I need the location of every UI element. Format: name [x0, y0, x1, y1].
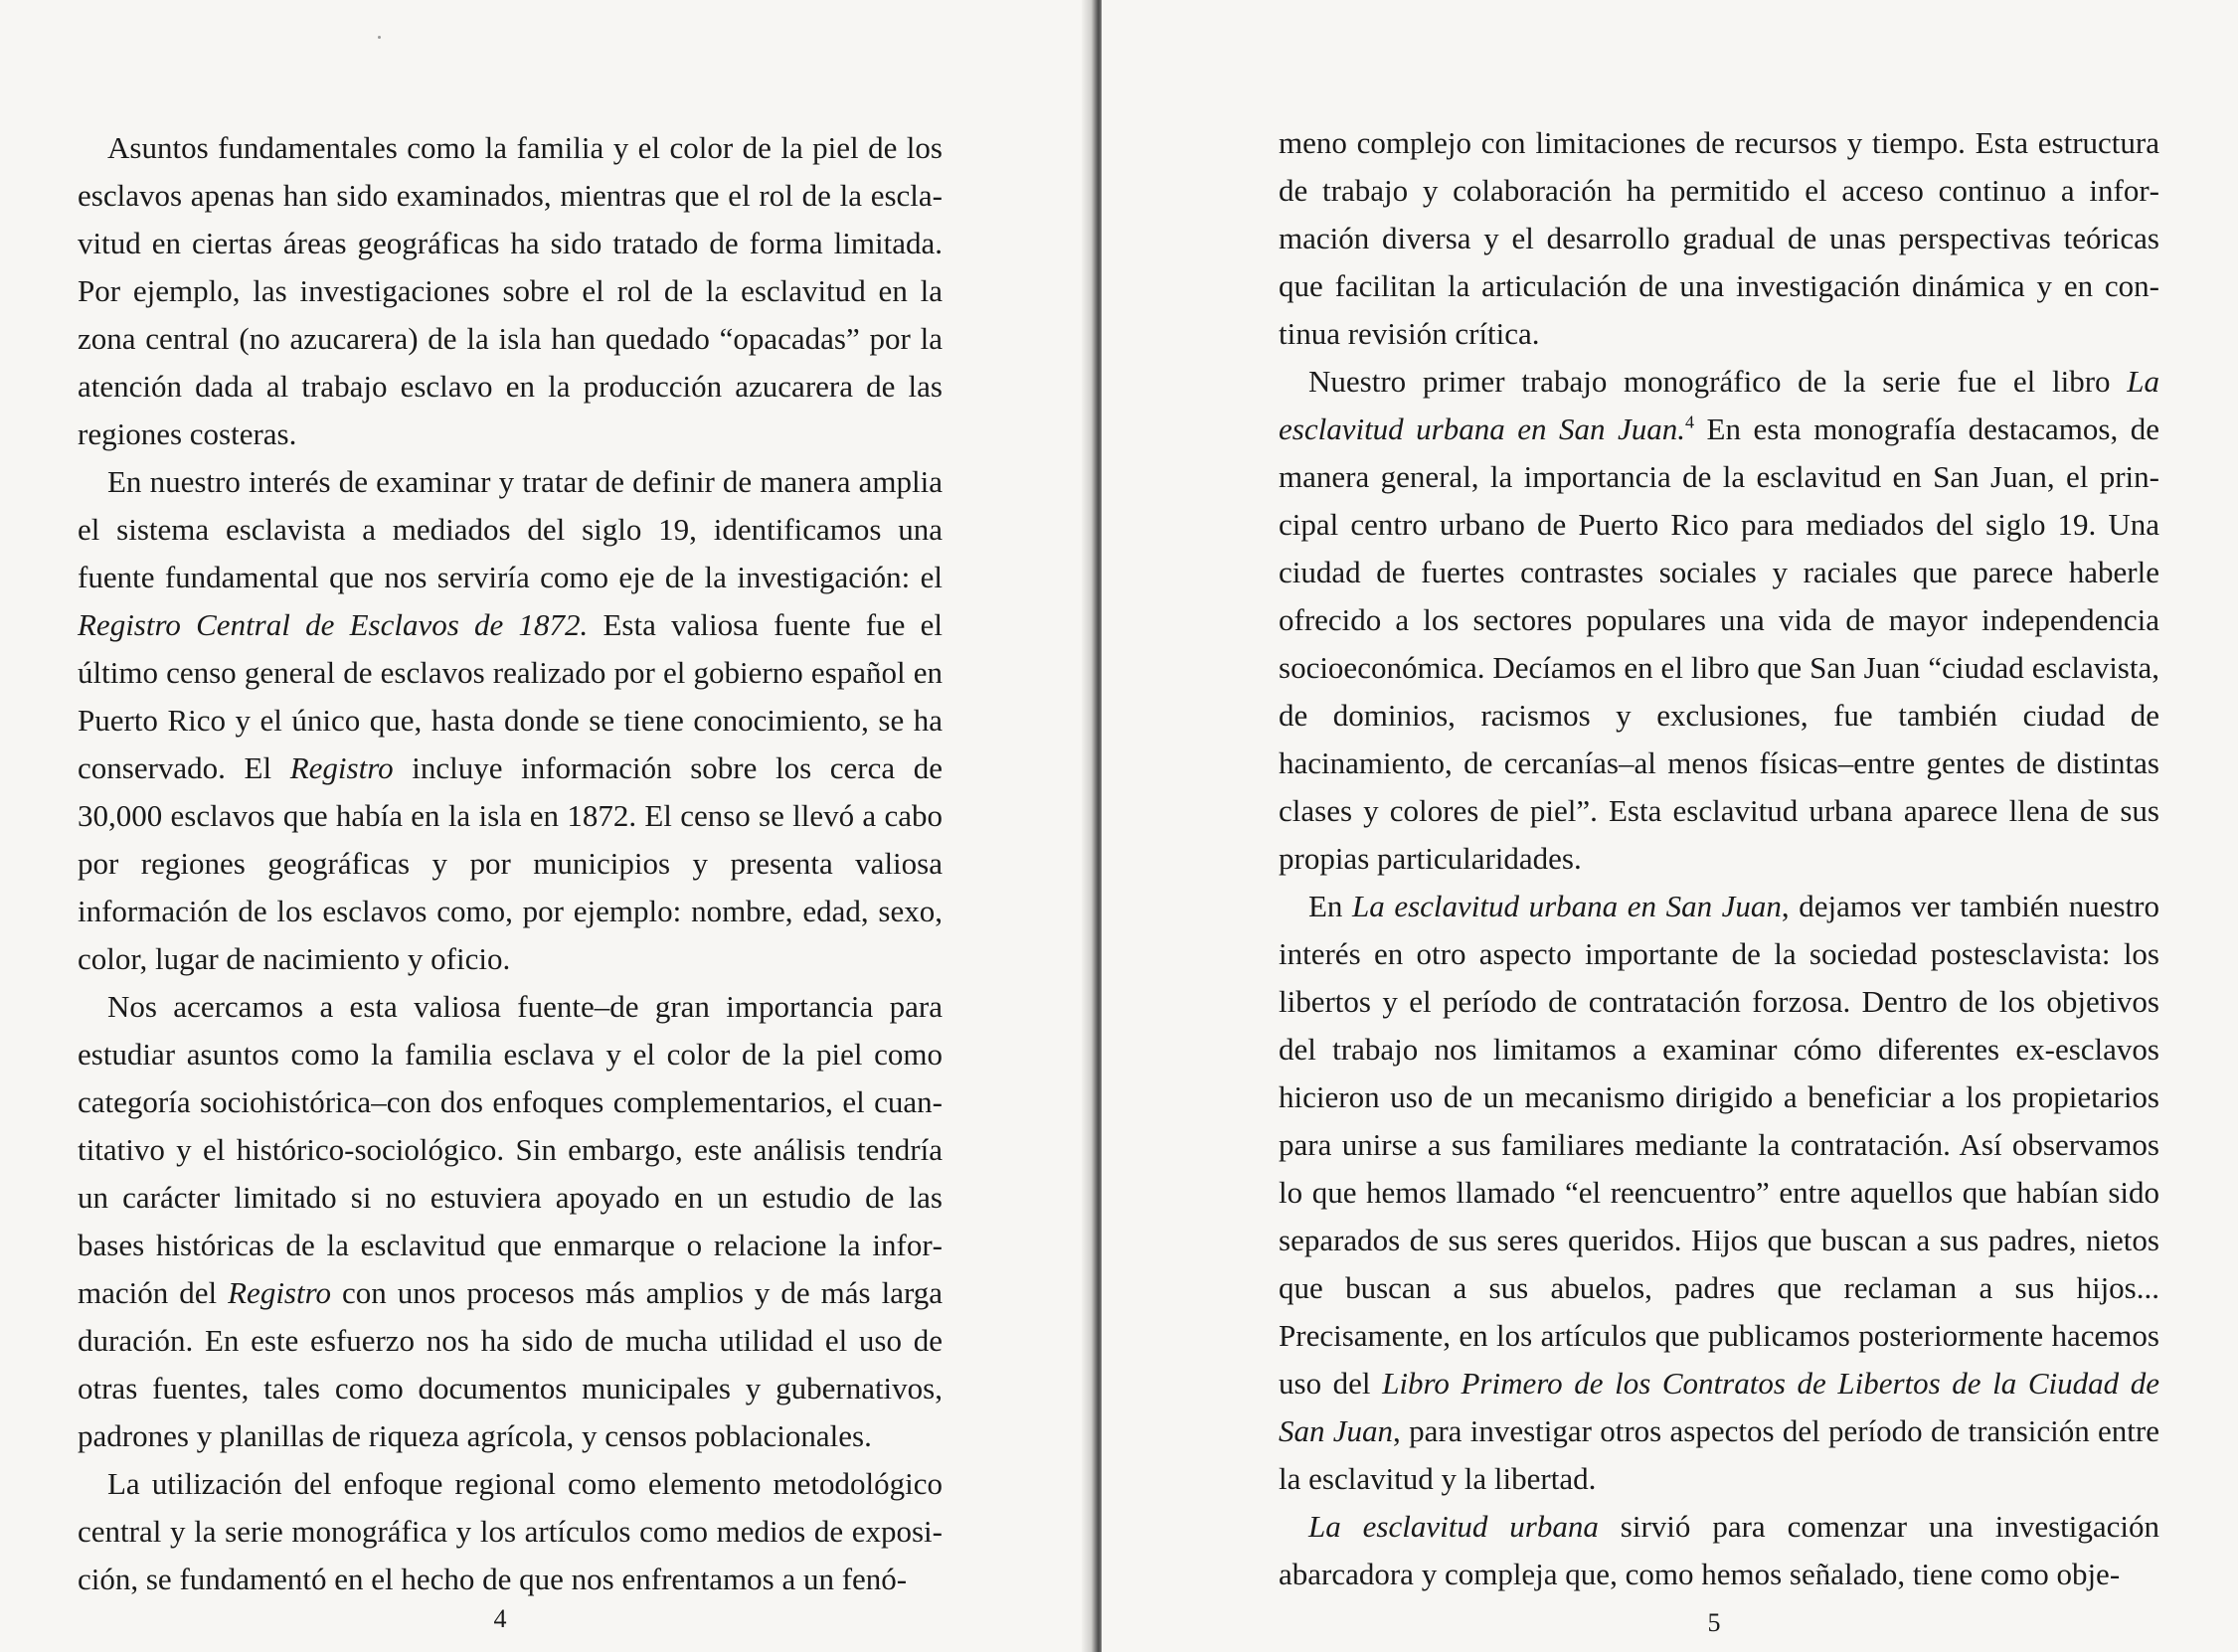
italic-title: Registro Central de Esclavos de 1872.: [78, 607, 589, 642]
paragraph: [1279, 358, 2159, 883]
text-run: Nos acercamos a esta valiosa fuente–de gran importancia para estudiar asuntos como la familia esclava y el color de la piel como categoría sociohistórica–con dos enfoques complementarios, el cuantitativo y el histórico-sociológico. Sin embargo, este análisis tendría un carácter limitado si no estuviera apoyado en un estudio de las bases históricas de la esclavitud que enmarque o relacione la información del: [78, 989, 943, 1310]
paragraph: [78, 124, 943, 458]
paragraph: [78, 458, 943, 983]
text-run: incluye información sobre los cerca de 30,000 esclavos que había en la isla en 1872. El censo se llevó a cabo por regiones geográficas y por municipios y presenta valiosa información de los esclavos como, por ejemplo: nombre, edad, sexo, color, lugar de nacimiento y oficio.: [78, 750, 943, 976]
right-page-body: [1279, 119, 2159, 1598]
paragraph: [78, 983, 943, 1460]
left-page-number: 4: [493, 1604, 507, 1633]
right-page: [1102, 0, 2238, 1652]
text-run: sirvió para comenzar una investigación abarcadora y compleja que, como hemos señalado, tiene como obje-: [1279, 1509, 2159, 1591]
paragraph: [1279, 119, 2159, 358]
text-run: , dejamos ver también nuestro interés en otro aspecto importante de la sociedad postesclavista: los libertos y el período de contratación forzosa. Dentro de los objetivos del trabajo nos limitamos a examinar cómo diferentes ex-esclavos hicieron uso de un mecanismo dirigido a beneficiar a los propietarios para unirse a sus familiares mediante la contratación. Así observamos lo que hemos llamado “el reencuentro” entre aquellos que habían sido separados de sus seres queridos. Hijos que buscan a sus padres, nietos que buscan a sus abuelos, padres que reclaman a sus hijos... Precisamente, en los artículos que publicamos posteriormente hacemos uso del: [1279, 889, 2159, 1401]
text-run: En esta monografía destacamos, de manera general, la importancia de la esclavitud en San Juan, el principal centro urbano de Puerto Rico para mediados del siglo 19. Una ciudad de fuertes contrastes sociales y raciales que parece haberle ofrecido a los sectores populares una vida de mayor independencia socioeconómica. Decíamos en el libro que San Juan “ciudad esclavista, de dominios, racismos y exclusiones, fue también ciudad de hacinamiento, de cercanías–al menos físicas–entre gentes de distintas clases y colores de piel”. Esta esclavitud urbana aparece llena de sus propias particularidades.: [1279, 412, 2160, 876]
text-run: Esta valiosa fuente fue el último censo general de esclavos realizado por el gobierno español en Puerto Rico y el único que, hasta donde se tiene conocimiento, se ha conservado. El: [78, 607, 943, 785]
paper-speck: [378, 36, 381, 39]
left-page: [0, 0, 1094, 1652]
text-run: En: [1308, 889, 1353, 923]
text-run: Nuestro primer trabajo monográfico de la serie fue el libro: [1308, 364, 2128, 399]
italic-title: Registro: [228, 1275, 332, 1310]
text-run: , para investigar otros aspectos del período de transición entre la esclavitud y la libertad.: [1279, 1413, 2159, 1496]
footnote-marker: 4: [1685, 412, 1695, 432]
text-run: con unos procesos más amplios y de más larga duración. En este esfuerzo nos ha sido de mucha utilidad el uso de otras fuentes, tales como documentos municipales y gubernativos, padrones y planillas de riqueza agrícola, y censos poblacionales.: [78, 1275, 943, 1453]
italic-title: Libro Primero de los Contratos de Libertos de la Ciudad de San Juan: [1279, 1366, 2159, 1448]
italic-title: La esclavitud urbana en San Juan: [1352, 889, 1782, 923]
paragraph: [1279, 883, 2159, 1503]
text-run: En nuestro interés de examinar y tratar de definir de manera amplia el sistema esclavista a mediados del siglo 19, identificamos una fuente fundamental que nos serviría como eje de la investigación: el: [78, 464, 943, 594]
paragraph: [1279, 1503, 2159, 1598]
text-run: meno complejo con limitaciones de recursos y tiempo. Esta estructura de trabajo y colaboración ha permitido el acceso continuo a información diversa y el desarrollo gradual de unas perspectivas teóricas que facilitan la articulación de una investigación dinámica y en continua revisión crítica.: [1279, 125, 2159, 351]
text-run: Asuntos fundamentales como la familia y el color de la piel de los esclavos apenas han sido examinados, mientras que el rol de la esclavitud en ciertas áreas geográficas ha sido tratado de forma limitada. Por ejemplo, las investigaciones sobre el rol de la esclavitud en la zona central (no azucarera) de la isla han quedado “opacadas” por la atención dada al trabajo esclavo en la producción azucarera de las regiones costeras.: [78, 130, 943, 451]
left-page-body: [78, 124, 943, 1603]
italic-title: La esclavitud urbana en San Juan.: [1279, 364, 2159, 446]
italic-title: Registro: [289, 750, 394, 785]
paragraph: [78, 1460, 943, 1603]
italic-title: La esclavitud urbana: [1308, 1509, 1599, 1544]
text-run: La utilización del enfoque regional como elemento metodológico central y la serie monográfica y los artículos como medios de exposición, se fundamentó en el hecho de que nos enfrentamos a un fenó-: [78, 1466, 943, 1596]
right-page-number: 5: [1707, 1608, 1721, 1637]
